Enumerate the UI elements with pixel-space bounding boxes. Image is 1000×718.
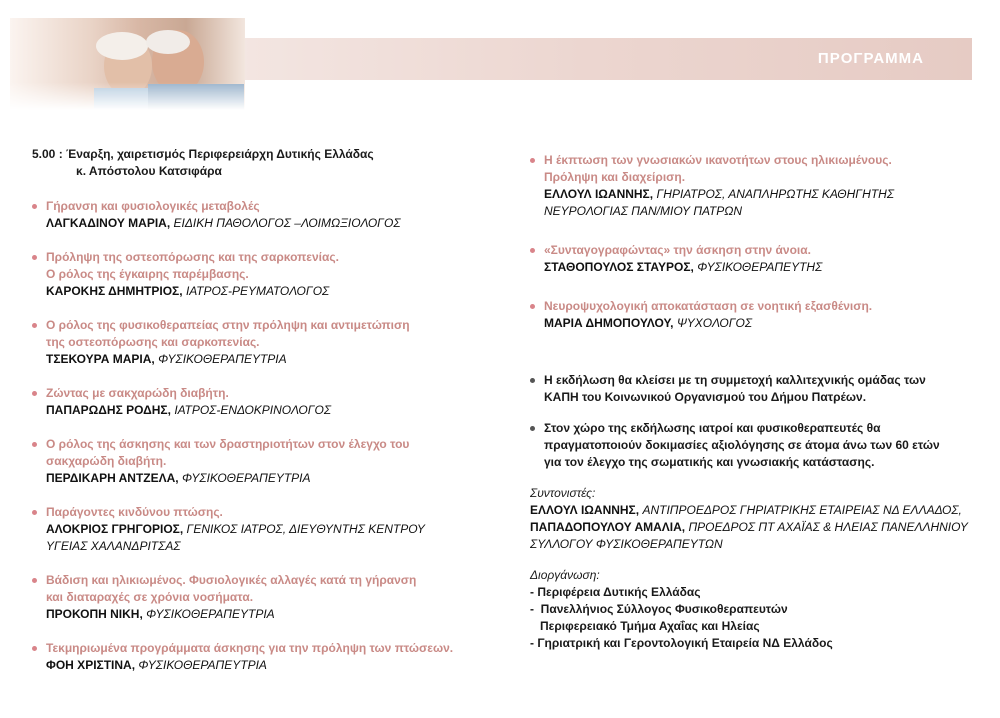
speaker-name: ΛΑΓΚΑΔΙΝΟΥ ΜΑΡΙΑ,: [46, 216, 171, 230]
coordinators-section: [530, 485, 990, 553]
note-item: [530, 372, 990, 406]
intro: [32, 146, 502, 180]
speaker-name: ΜΑΡΙΑ ΔΗΜΟΠΟΥΛΟΥ,: [544, 316, 674, 330]
bullet-icon: [32, 323, 37, 328]
speaker-name: ΚΑΡΟΚΗΣ ΔΗΜΗΤΡΙΟΣ,: [46, 284, 183, 298]
coordinator: [530, 519, 990, 536]
program-item: [32, 572, 502, 623]
bullet-icon: [32, 510, 37, 515]
speaker: [46, 402, 502, 419]
left-column: [32, 146, 502, 674]
speaker-role: ΕΙΔΙΚΗ ΠΑΘΟΛΟΓΟΣ –ΛΟΙΜΩΞΙΟΛΟΓΟΣ: [173, 216, 401, 230]
bullet-icon: [530, 304, 535, 309]
program-item: [32, 504, 502, 555]
program-item: [32, 640, 502, 674]
speaker: [544, 186, 990, 203]
topic-line: Η έκπτωση των γνωσιακών ικανοτήτων στους ηλικιωμένους.: [544, 153, 892, 167]
coordinator-name: ΕΛΛΟΥΛ ΙΩΑΝΝΗΣ,: [530, 503, 640, 517]
topic-line: της οστεοπόρωσης και σαρκοπενίας.: [46, 335, 260, 349]
speaker-name: ΤΣΕΚΟΥΡΑ ΜΑΡΙΑ,: [46, 352, 155, 366]
topic-line: Γήρανση και φυσιολογικές μεταβολές: [46, 199, 260, 213]
topic-line: Τεκμηριωμένα προγράμματα άσκησης για την πρόληψη των πτώσεων.: [46, 641, 454, 655]
speaker-role: ΓΗΡΙΑΤΡΟΣ, ΑΝΑΠΛΗΡΩΤΗΣ ΚΑΘΗΓΗΤΗΣ: [656, 187, 895, 201]
speaker: [46, 283, 502, 300]
speaker-role-continued: ΥΓΕΙΑΣ ΧΑΛΑΝΔΡΙΤΣΑΣ: [46, 539, 181, 553]
speaker-role: ΓΕΝΙΚΟΣ ΙΑΤΡΟΣ, ΔΙΕΥΘΥΝΤΗΣ ΚΕΝΤΡΟΥ: [186, 522, 425, 536]
coordinators-extra: ΣΥΛΛΟΓΟΥ ΦΥΣΙΚΟΘΕΡΑΠΕΥΤΩΝ: [530, 537, 723, 551]
program-item: [32, 436, 502, 487]
speaker-name: ΑΛΟΚΡΙΟΣ ΓΡΗΓΟΡΙΟΣ,: [46, 522, 184, 536]
organizer-item: - Γηριατρική και Γεροντολογική Εταιρεία ΝΔ Ελλάδος: [530, 636, 833, 650]
speaker-role: ΦΥΣΙΚΟΘΕΡΑΠΕΥΤΡΙΑ: [138, 658, 267, 672]
speaker-role: ΦΥΣΙΚΟΘΕΡΑΠΕΥΤΗΣ: [697, 260, 823, 274]
topic-line: και διαταραχές σε χρόνια νοσήματα.: [46, 590, 254, 604]
coordinator-role: ΠΡΟΕΔΡΟΣ ΠΤ ΑΧΑΪΑΣ & ΗΛΕΙΑΣ ΠΑΝΕΛΛΗΝΙΟΥ: [688, 520, 968, 534]
topic-line: Παράγοντες κινδύνου πτώσης.: [46, 505, 223, 519]
program-item: [530, 242, 990, 276]
speaker-role: ΨΥΧΟΛΟΓΟΣ: [676, 316, 753, 330]
speaker-name: ΠΕΡΔΙΚΑΡΗ ΑΝΤΖΕΛΑ,: [46, 471, 179, 485]
organizer-item: - Πανελλήνιος Σύλλογος Φυσικοθεραπευτών: [530, 602, 788, 616]
speaker: [544, 259, 990, 276]
topic-line: σακχαρώδη διαβήτη.: [46, 454, 167, 468]
note-line: ΚΑΠΗ του Κοινωνικού Οργανισμού του Δήμου Πατρέων.: [544, 390, 867, 404]
coordinator-role: ΑΝΤΙΠΡΟΕΔΡΟΣ ΓΗΡΙΑΤΡΙΚΗΣ ΕΤΑΙΡΕΙΑΣ ΝΔ ΕΛΛΑΔΟΣ,: [642, 503, 962, 517]
speaker-name: ΦΟΗ ΧΡΙΣΤΙΝΑ,: [46, 658, 136, 672]
speaker-role: ΦΥΣΙΚΟΘΕΡΑΠΕΥΤΡΙΑ: [181, 471, 311, 485]
topic-line: Νευροψυχολογική αποκατάσταση σε νοητική εξασθένιση.: [544, 299, 873, 313]
speaker-name: ΣΤΑΘΟΠΟΥΛΟΣ ΣΤΑΥΡΟΣ,: [544, 260, 694, 274]
program-item: [32, 249, 502, 300]
bullet-icon: [530, 158, 535, 163]
speaker-role: ΙΑΤΡΟΣ-ΡΕΥΜΑΤΟΛΟΓΟΣ: [185, 284, 330, 298]
bullet-icon: [32, 391, 37, 396]
speaker-role: ΙΑΤΡΟΣ-ΕΝΔΟΚΡΙΝΟΛΟΓΟΣ: [174, 403, 332, 417]
organizers-label: Διοργάνωση:: [530, 568, 600, 582]
speaker-role-continued: ΝΕΥΡΟΛΟΓΙΑΣ ΠΑΝ/ΜΙΟΥ ΠΑΤΡΩΝ: [544, 204, 743, 218]
topic-line: Ο ρόλος της έγκαιρης παρέμβασης.: [46, 267, 249, 281]
left-program-list: [32, 198, 502, 674]
speaker: [46, 470, 502, 487]
speaker-role: ΦΥΣΙΚΟΘΕΡΑΠΕΥΤΡΙΑ: [146, 607, 275, 621]
topic-line: Ζώντας με σακχαρώδη διαβήτη.: [46, 386, 229, 400]
speaker-name: ΕΛΛΟΥΛ ΙΩΑΝΝΗΣ,: [544, 187, 654, 201]
bullet-icon: [32, 646, 37, 651]
speaker: [46, 606, 502, 623]
intro-line-1: 5.00 : Έναρξη, χαιρετισμός Περιφερειάρχη Δυτικής Ελλάδας: [32, 147, 374, 161]
note-line: για τον έλεγχο της σωματικής και γνωσιακής κατάστασης.: [544, 455, 875, 469]
bullet-icon: [32, 442, 37, 447]
speaker-role: ΦΥΣΙΚΟΘΕΡΑΠΕΥΤΡΙΑ: [158, 352, 287, 366]
program-item: [32, 385, 502, 419]
bullet-icon: [32, 578, 37, 583]
note-line: Στον χώρο της εκδήλωσης ιατροί και φυσικοθεραπευτές θα: [544, 421, 881, 435]
program-item: [530, 298, 990, 332]
organizer-item: - Περιφέρεια Δυτικής Ελλάδας: [530, 585, 701, 599]
speaker: [46, 215, 502, 232]
topic-line: Ο ρόλος της φυσικοθεραπείας στην πρόληψη και αντιμετώπιση: [46, 318, 410, 332]
organizer-item: Περιφερειακό Τμήμα Αχαΐας και Ηλείας: [530, 619, 760, 633]
right-column: [530, 152, 990, 652]
bullet-icon: [530, 426, 535, 431]
program-item: [530, 152, 990, 220]
speaker: [46, 521, 502, 538]
topic-line: Πρόληψη και διαχείριση.: [544, 170, 686, 184]
organizers-section: [530, 567, 990, 652]
notes-list: [530, 372, 990, 471]
topic-line: «Συνταγογραφώντας» την άσκηση στην άνοια.: [544, 243, 811, 257]
bullet-icon: [32, 255, 37, 260]
note-line: Η εκδήλωση θα κλείσει με τη συμμετοχή καλλιτεχνικής ομάδας των: [544, 373, 926, 387]
bullet-icon: [530, 248, 535, 253]
coordinators-list: [530, 502, 990, 536]
speaker-name: ΠΡΟΚΟΠΗ ΝΙΚΗ,: [46, 607, 143, 621]
page-title: ΠΡΟΓΡΑΜΜΑ: [817, 50, 924, 67]
topic-line: Βάδιση και ηλικιωμένος. Φυσιολογικές αλλαγές κατά τη γήρανση: [46, 573, 417, 587]
note-line: πραγματοποιούν δοκιμασίες αξιολόγησης σε άτομα άνω των 60 ετών: [544, 438, 940, 452]
speaker-name: ΠΑΠΑΡΩΔΗΣ ΡΟΔΗΣ,: [46, 403, 171, 417]
right-program-list: [530, 152, 990, 332]
bullet-icon: [530, 378, 535, 383]
topic-line: Ο ρόλος της άσκησης και των δραστηριοτήτων στον έλεγχο του: [46, 437, 410, 451]
coordinator: [530, 502, 990, 519]
topic-line: Πρόληψη της οστεοπόρωσης και της σαρκοπενίας.: [46, 250, 339, 264]
coordinator-name: ΠΑΠΑΔΟΠΟΥΛΟΥ ΑΜΑΛΙΑ,: [530, 520, 686, 534]
speaker: [46, 351, 502, 368]
bullet-icon: [32, 204, 37, 209]
speaker: [46, 657, 502, 674]
header-photo: [10, 18, 245, 110]
coordinators-label: Συντονιστές:: [530, 486, 596, 500]
intro-line-2: κ. Απόστολου Κατσιφάρα: [76, 164, 222, 178]
organizers-list: [530, 584, 990, 652]
speaker: [544, 315, 990, 332]
program-item: [32, 198, 502, 232]
note-item: [530, 420, 990, 471]
program-item: [32, 317, 502, 368]
